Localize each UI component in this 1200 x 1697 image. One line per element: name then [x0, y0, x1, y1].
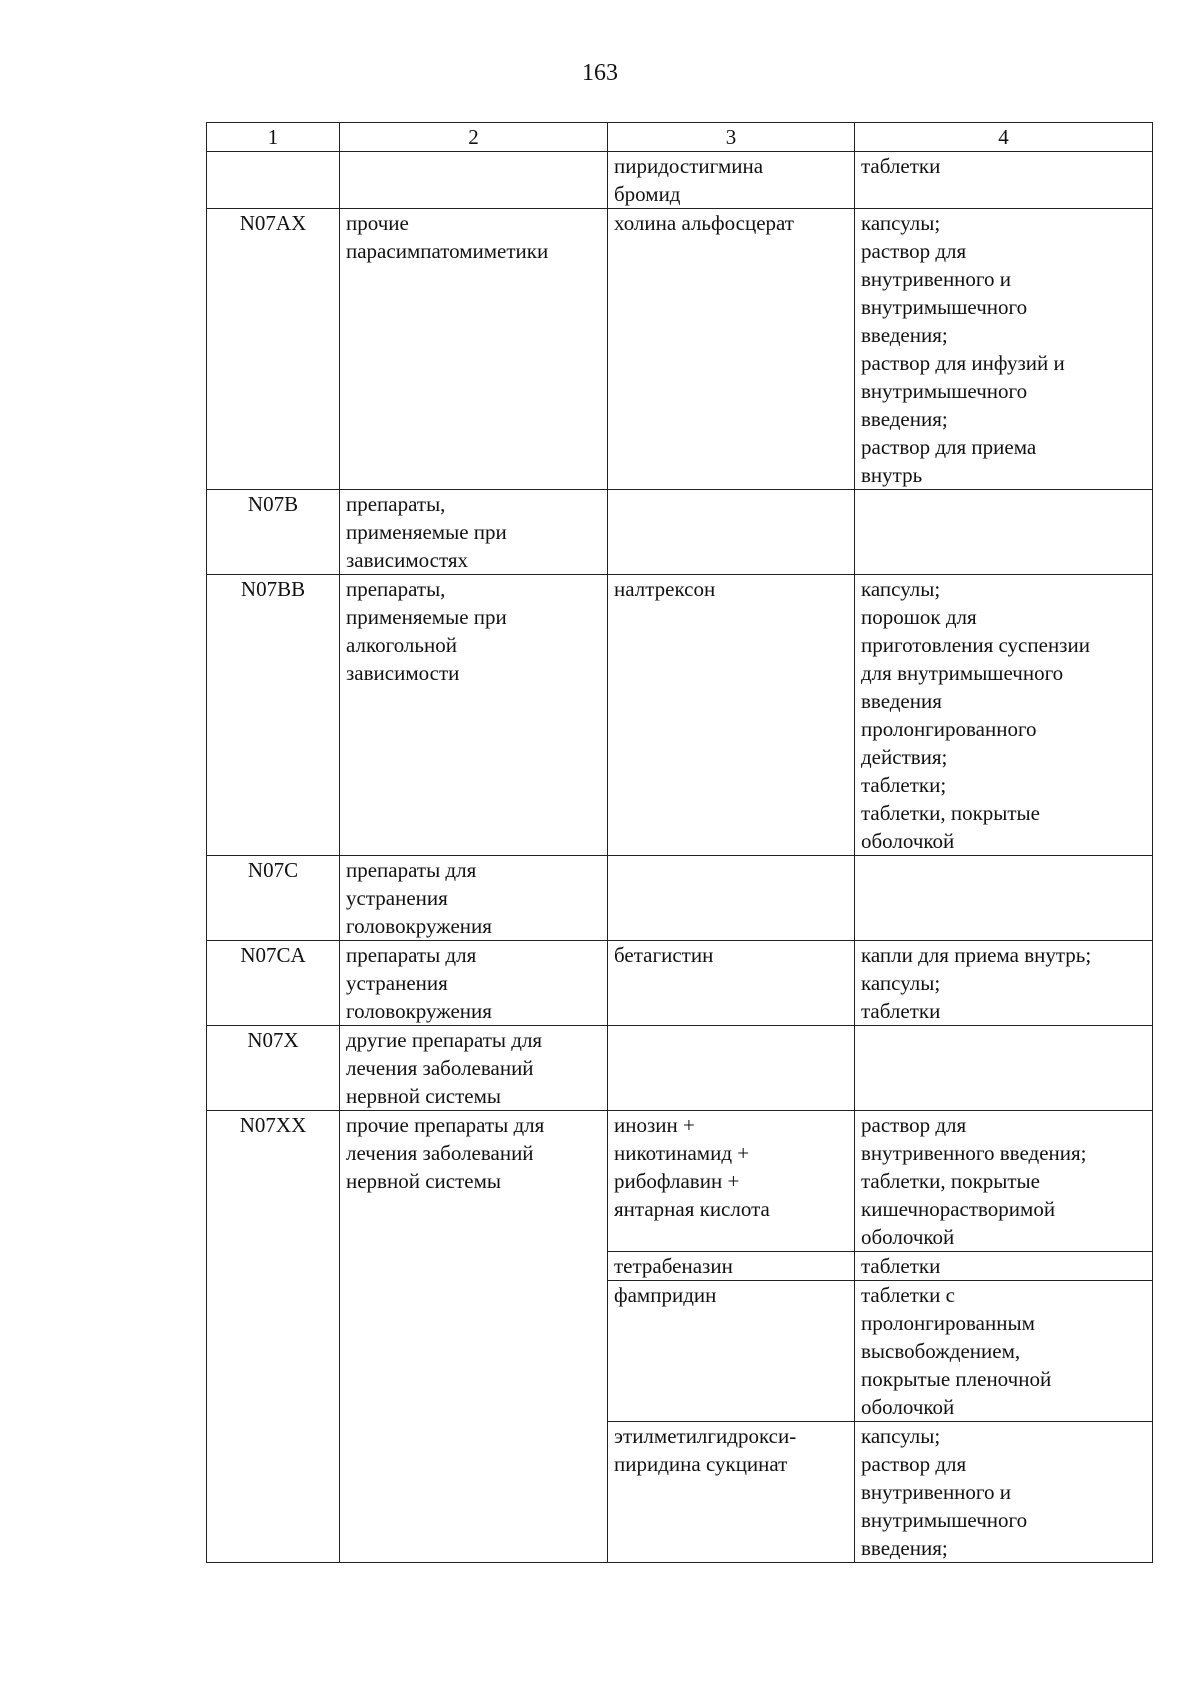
dosage-form-cell: капли для приема внутрь; капсулы; таблетки — [855, 941, 1153, 1026]
column-header-4: 4 — [855, 123, 1153, 152]
pharm-group-cell: прочие парасимпатомиметики — [340, 209, 608, 490]
drug-name-cell: фампридин — [608, 1281, 855, 1422]
table-row — [207, 856, 1153, 941]
pharm-group-cell: препараты, применяемые при алкогольной зависимости — [340, 575, 608, 856]
table-row — [207, 1111, 1153, 1252]
table-row — [207, 152, 1153, 209]
dosage-form-cell: таблетки — [855, 1252, 1153, 1281]
table-row — [207, 575, 1153, 856]
drug-name-cell: тетрабеназин — [608, 1252, 855, 1281]
drug-name-cell: бетагистин — [608, 941, 855, 1026]
column-header-3: 3 — [608, 123, 855, 152]
pharm-group-cell: препараты для устранения головокружения — [340, 941, 608, 1026]
drug-name-cell: пиридостигмина бромид — [608, 152, 855, 209]
drug-table — [206, 122, 1153, 1563]
atc-code-cell: N07AX — [207, 209, 340, 490]
dosage-form-cell: таблетки — [855, 152, 1153, 209]
drug-name-cell — [608, 490, 855, 575]
pharm-group-cell: прочие препараты для лечения заболеваний нервной системы — [340, 1111, 608, 1563]
table-row — [207, 1026, 1153, 1111]
column-header-2: 2 — [340, 123, 608, 152]
drug-name-cell: этилметилгидрокси- пиридина сукцинат — [608, 1422, 855, 1563]
dosage-form-cell: раствор для внутривенного введения; таблетки, покрытые кишечнорастворимой оболочкой — [855, 1111, 1153, 1252]
atc-code-cell: N07XX — [207, 1111, 340, 1563]
atc-code-cell: N07X — [207, 1026, 340, 1111]
column-header-1: 1 — [207, 123, 340, 152]
pharm-group-cell: препараты, применяемые при зависимостях — [340, 490, 608, 575]
atc-code-cell: N07C — [207, 856, 340, 941]
pharm-group-cell: другие препараты для лечения заболеваний нервной системы — [340, 1026, 608, 1111]
header-row — [207, 123, 1153, 152]
pharm-group-cell: препараты для устранения головокружения — [340, 856, 608, 941]
drug-name-cell: инозин + никотинамид + рибофлавин + янтарная кислота — [608, 1111, 855, 1252]
dosage-form-cell: капсулы; порошок для приготовления суспензии для внутримышечного введения пролонгированного действия; таблетки; таблетки, покрытые оболочкой — [855, 575, 1153, 856]
table-row — [207, 209, 1153, 490]
atc-code-cell — [207, 152, 340, 209]
drug-name-cell — [608, 856, 855, 941]
table-row — [207, 490, 1153, 575]
atc-code-cell: N07B — [207, 490, 340, 575]
table-row — [207, 941, 1153, 1026]
page-number: 163 — [582, 60, 618, 86]
pharm-group-cell — [340, 152, 608, 209]
dosage-form-cell: таблетки с пролонгированным высвобождением, покрытые пленочной оболочкой — [855, 1281, 1153, 1422]
drug-name-cell: холина альфосцерат — [608, 209, 855, 490]
dosage-form-cell — [855, 490, 1153, 575]
dosage-form-cell — [855, 856, 1153, 941]
dosage-form-cell: капсулы; раствор для внутривенного и внутримышечного введения; — [855, 1422, 1153, 1563]
dosage-form-cell — [855, 1026, 1153, 1111]
atc-code-cell: N07BB — [207, 575, 340, 856]
dosage-form-cell: капсулы; раствор для внутривенного и внутримышечного введения; раствор для инфузий и внутримышечного введения; раствор для приема внутрь — [855, 209, 1153, 490]
drug-name-cell — [608, 1026, 855, 1111]
atc-code-cell: N07CA — [207, 941, 340, 1026]
drug-name-cell: налтрексон — [608, 575, 855, 856]
